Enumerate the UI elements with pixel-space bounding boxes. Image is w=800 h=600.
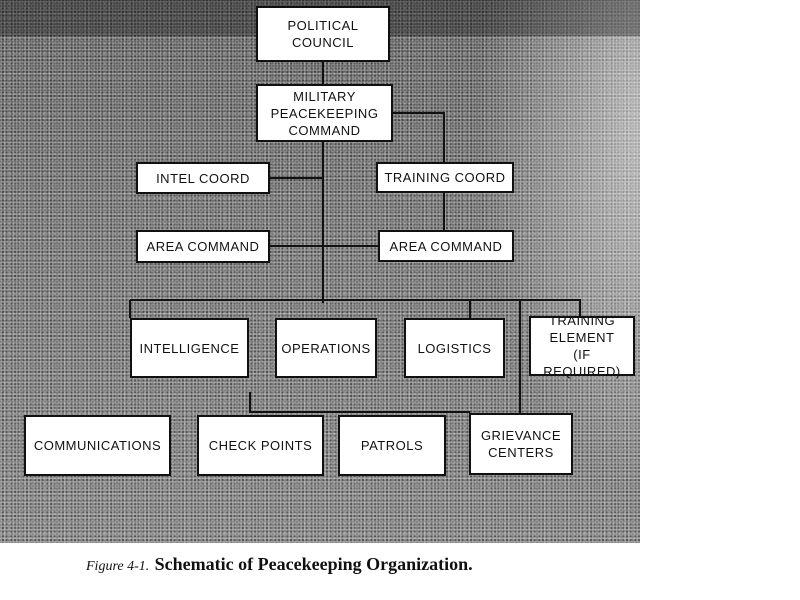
- area-command-left-box: AREA COMMAND: [136, 230, 270, 263]
- grievance-centers-box: GRIEVANCE CENTERS: [469, 413, 573, 475]
- connector-staff-bus: [130, 300, 580, 318]
- connector-command-training: [393, 113, 444, 162]
- training-coord-box: TRAINING COORD: [376, 162, 514, 193]
- connector-units-bus: [250, 392, 470, 412]
- communications-box: COMMUNICATIONS: [24, 415, 171, 476]
- political-council-box: POLITICAL COUNCIL: [256, 6, 390, 62]
- figure-number: Figure 4-1.: [86, 559, 150, 574]
- area-command-right-box: AREA COMMAND: [378, 230, 514, 262]
- logistics-box: LOGISTICS: [404, 318, 505, 378]
- intel-coord-box: INTEL COORD: [136, 162, 270, 194]
- training-element-box: TRAINING ELEMENT (IF REQUIRED): [529, 316, 635, 376]
- intelligence-box: INTELLIGENCE: [130, 318, 249, 378]
- patrols-box: PATROLS: [338, 415, 446, 476]
- military-command-box: MILITARY PEACEKEEPING COMMAND: [256, 84, 393, 142]
- check-points-box: CHECK POINTS: [197, 415, 324, 476]
- figure-caption: [86, 554, 473, 575]
- figure-title: Schematic of Peacekeeping Organization.: [154, 554, 473, 574]
- operations-box: OPERATIONS: [275, 318, 377, 378]
